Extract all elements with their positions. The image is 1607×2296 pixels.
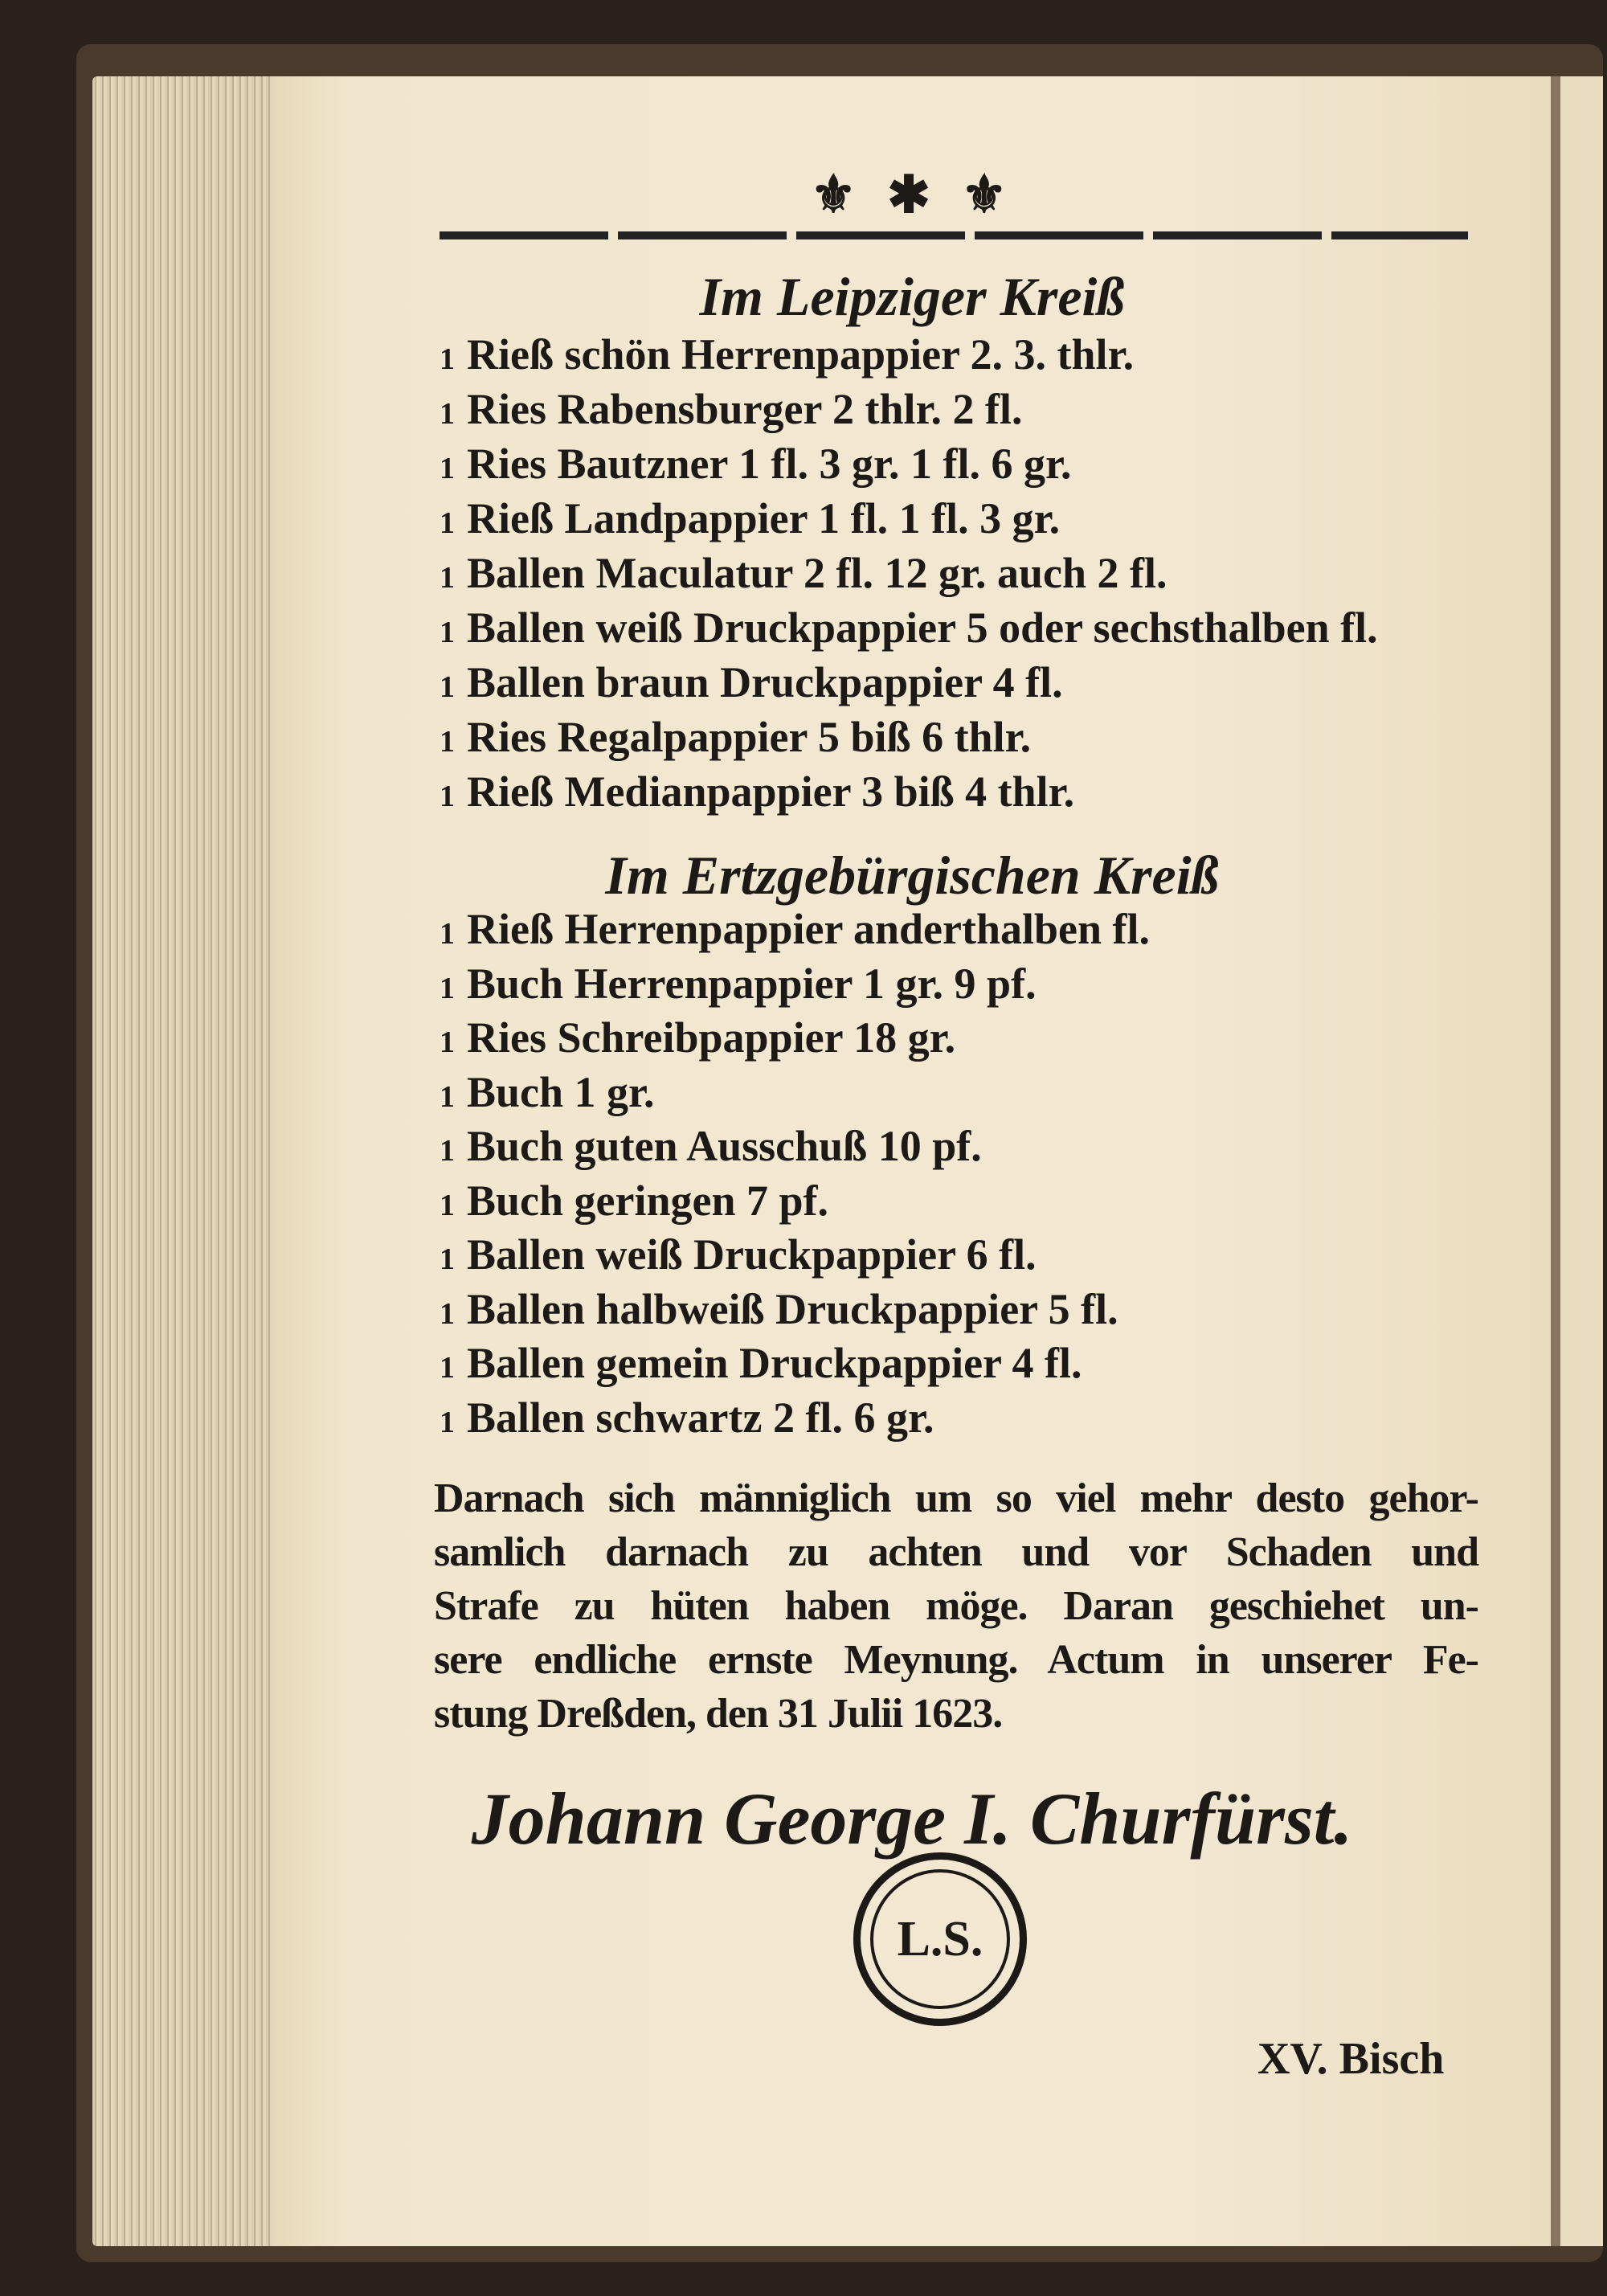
paragraph-line: sere endliche ernste Meynung. Actum in unserer Fe- bbox=[434, 1637, 1478, 1683]
item-number: 1 bbox=[440, 1134, 455, 1168]
list-item bbox=[440, 904, 1150, 954]
book-gutter bbox=[1551, 76, 1560, 2246]
list-item bbox=[440, 959, 1037, 1009]
item-text: Buch Herrenpappier 1 gr. 9 pf. bbox=[467, 959, 1037, 1008]
list-item bbox=[440, 1067, 655, 1117]
list-item bbox=[440, 439, 1071, 489]
item-number: 1 bbox=[440, 1351, 455, 1385]
item-number: 1 bbox=[440, 780, 455, 813]
list-item bbox=[440, 657, 1063, 707]
item-number: 1 bbox=[440, 917, 455, 951]
item-number: 1 bbox=[440, 616, 455, 649]
item-text: Ballen gemein Druckpappier 4 fl. bbox=[467, 1339, 1082, 1387]
header-ornament: ⚜ ✱ ⚜ bbox=[810, 165, 1014, 225]
list-item bbox=[440, 767, 1074, 816]
item-text: Buch 1 gr. bbox=[467, 1067, 655, 1116]
item-text: Ballen weiß Druckpappier 5 oder sechsthalben fl. bbox=[467, 604, 1378, 652]
facing-page-edge bbox=[1560, 76, 1603, 2246]
item-text: Buch geringen 7 pf. bbox=[467, 1176, 829, 1225]
item-text: Ries Bautzner 1 fl. 3 gr. 1 fl. 6 gr. bbox=[467, 440, 1072, 488]
list-item bbox=[440, 384, 1023, 434]
item-text: Rieß schön Herrenpappier 2. 3. thlr. bbox=[467, 330, 1135, 379]
seal-stamp bbox=[853, 1852, 1027, 2026]
page-edges bbox=[92, 76, 281, 2246]
list-item bbox=[440, 1284, 1118, 1334]
item-number: 1 bbox=[440, 971, 455, 1005]
list-item bbox=[440, 548, 1167, 598]
item-text: Ries Schreibpappier 18 gr. bbox=[467, 1013, 956, 1062]
item-number: 1 bbox=[440, 1025, 455, 1059]
list-item bbox=[440, 1121, 982, 1171]
list-item bbox=[440, 329, 1134, 379]
list-item bbox=[440, 1338, 1082, 1388]
item-number: 1 bbox=[440, 397, 455, 431]
item-text: Ballen Maculatur 2 fl. 12 gr. auch 2 fl. bbox=[467, 549, 1167, 597]
item-text: Ries Regalpappier 5 biß 6 thlr. bbox=[467, 713, 1032, 761]
header-rule bbox=[440, 231, 1468, 239]
section-heading-leipzig: Im Leipziger Kreiß bbox=[699, 266, 1125, 327]
item-text: Ballen weiß Druckpappier 6 fl. bbox=[467, 1230, 1037, 1279]
list-item bbox=[440, 493, 1060, 543]
item-text: Ries Rabensburger 2 thlr. 2 fl. bbox=[467, 385, 1023, 433]
item-text: Buch guten Ausschuß 10 pf. bbox=[467, 1122, 982, 1170]
item-text: Rieß Medianpappier 3 biß 4 thlr. bbox=[467, 767, 1075, 816]
item-number: 1 bbox=[440, 1079, 455, 1114]
item-number: 1 bbox=[440, 342, 455, 376]
item-text: Ballen schwartz 2 fl. 6 gr. bbox=[467, 1393, 934, 1442]
item-number: 1 bbox=[440, 1242, 455, 1276]
item-number: 1 bbox=[440, 1188, 455, 1222]
paragraph-line: Darnach sich männiglich um so viel mehr desto gehor- bbox=[434, 1475, 1478, 1521]
signature: Johann George I. Churfürst. bbox=[471, 1778, 1353, 1860]
item-number: 1 bbox=[440, 1296, 455, 1331]
paragraph-line: samlich darnach zu achten und vor Schaden und bbox=[434, 1529, 1478, 1575]
item-text: Ballen halbweiß Druckpappier 5 fl. bbox=[467, 1284, 1118, 1333]
item-number: 1 bbox=[440, 452, 455, 485]
item-number: 1 bbox=[440, 506, 455, 540]
item-number: 1 bbox=[440, 561, 455, 595]
list-item bbox=[440, 1176, 828, 1226]
list-item bbox=[440, 1230, 1037, 1279]
item-number: 1 bbox=[440, 1405, 455, 1439]
paragraph-line: stung Dreßden, den 31 Julii 1623. bbox=[434, 1691, 1003, 1737]
item-number: 1 bbox=[440, 725, 455, 759]
list-item bbox=[440, 712, 1031, 762]
item-number: 1 bbox=[440, 670, 455, 704]
list-item bbox=[440, 1393, 934, 1443]
seal-text: L.S. bbox=[870, 1869, 1010, 2009]
catchword: XV. Bisch bbox=[1257, 2034, 1445, 2084]
item-text: Ballen braun Druckpappier 4 fl. bbox=[467, 658, 1063, 706]
section-heading-erzgebirge: Im Ertzgebürgischen Kreiß bbox=[605, 845, 1219, 906]
paragraph-line: Strafe zu hüten haben möge. Daran geschiehet un- bbox=[434, 1583, 1478, 1629]
list-item bbox=[440, 1013, 955, 1062]
item-text: Rieß Herrenpappier anderthalben fl. bbox=[467, 905, 1151, 953]
list-item bbox=[440, 603, 1378, 653]
item-text: Rieß Landpappier 1 fl. 1 fl. 3 gr. bbox=[467, 494, 1061, 542]
